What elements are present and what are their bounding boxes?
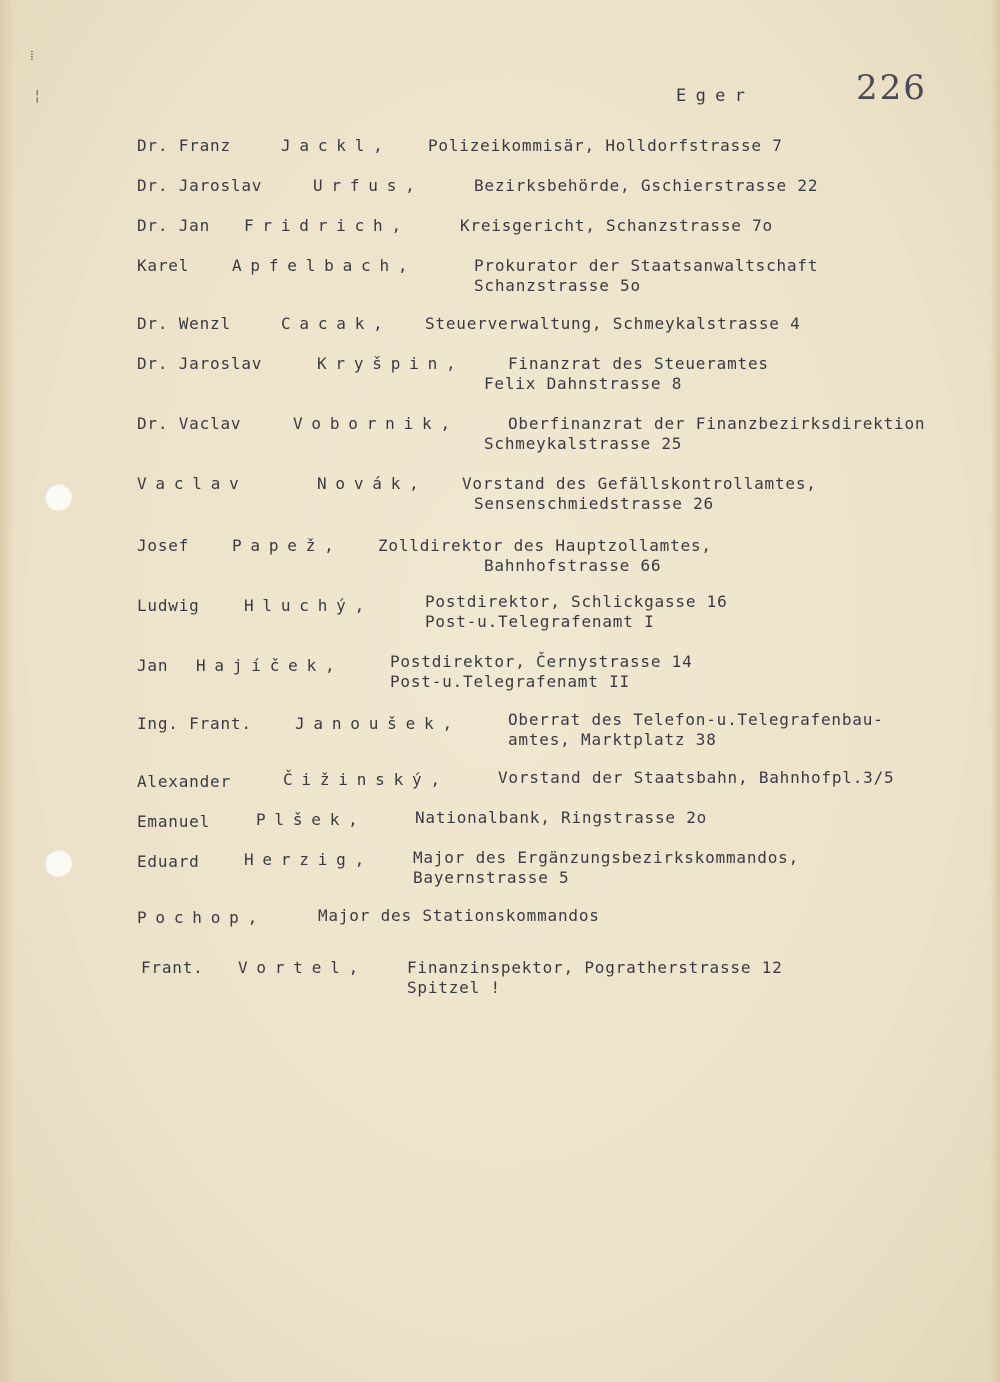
entry-surname: Apfelbach, <box>232 256 417 275</box>
entry-first-name: Josef <box>137 536 190 555</box>
entry-surname: Urfus, <box>313 176 424 195</box>
entry-surname: Pochop, <box>137 908 267 927</box>
entry-info-continued: Spitzel ! <box>407 978 501 997</box>
entry-info: Bezirksbehörde, Gschierstrasse 22 <box>474 176 819 195</box>
entry-first-name: Dr. Jan <box>137 216 211 235</box>
entry-first-name: Dr. Vaclav <box>137 414 242 433</box>
entry-info-continued: Post-u.Telegrafenamt I <box>425 612 655 631</box>
entry-info-continued: Felix Dahnstrasse 8 <box>484 374 683 393</box>
entry-surname: Vortel, <box>238 958 368 977</box>
entry-surname: Hajíček, <box>196 656 344 675</box>
entry-info: Major des Stationskommandos <box>318 906 600 925</box>
entry-surname: Fridrich, <box>244 216 410 235</box>
staple-mark: ¦ <box>33 88 42 104</box>
entry-info: Steuerverwaltung, Schmeykalstrasse 4 <box>425 314 801 333</box>
punch-hole-lower <box>44 849 72 877</box>
entry-info: Kreisgericht, Schanzstrasse 7o <box>460 216 773 235</box>
staple-mark: ⁞ <box>30 48 34 64</box>
entry-info-continued: Sensenschmiedstrasse 26 <box>474 494 714 513</box>
entry-info: Vorstand der Staatsbahn, Bahnhofpl.3/5 <box>498 768 895 787</box>
entry-surname: Kryšpin, <box>317 354 465 373</box>
entry-info: Postdirektor, Černystrasse 14 <box>390 652 693 671</box>
entry-info: Prokurator der Staatsanwaltschaft <box>474 256 819 275</box>
entry-first-name: Vaclav <box>137 474 248 493</box>
entry-info: Finanzrat des Steueramtes <box>508 354 769 373</box>
entry-info: Vorstand des Gefällskontrollamtes, <box>462 474 817 493</box>
entry-first-name: Frant. <box>141 958 204 977</box>
entry-info-continued: Bayernstrasse 5 <box>413 868 570 887</box>
entry-first-name: Alexander <box>137 772 231 791</box>
entry-first-name: Jan <box>137 656 169 675</box>
entry-info: Major des Ergänzungsbezirkskommandos, <box>413 848 800 867</box>
entry-first-name: Dr. Wenzl <box>137 314 231 333</box>
entry-first-name: Dr. Jaroslav <box>137 176 263 195</box>
entry-info: Polizeikommisär, Holldorfstrasse 7 <box>428 136 783 155</box>
entry-info-continued: Schanzstrasse 5o <box>474 276 641 295</box>
entry-surname: Čižinský, <box>283 770 449 789</box>
entry-surname: Cacak, <box>281 314 392 333</box>
entry-info-continued: amtes, Marktplatz 38 <box>508 730 717 749</box>
entry-surname: Plšek, <box>256 810 367 829</box>
entry-first-name: Dr. Franz <box>137 136 231 155</box>
page-number: 226 <box>856 68 927 108</box>
header-city: Eger <box>676 86 755 106</box>
entry-first-name: Emanuel <box>137 812 211 831</box>
entry-info-continued: Schmeykalstrasse 25 <box>484 434 683 453</box>
entry-info: Nationalbank, Ringstrasse 2o <box>415 808 708 827</box>
entry-first-name: Karel <box>137 256 190 275</box>
entry-surname: Hluchý, <box>244 596 374 615</box>
entry-surname: Jackl, <box>281 136 392 155</box>
entry-info: Oberfinanzrat der Finanzbezirksdirektion <box>508 414 926 433</box>
entry-info: Zolldirektor des Hauptzollamtes, <box>378 536 712 555</box>
page-edge-right <box>990 0 1000 1382</box>
entry-first-name: Dr. Jaroslav <box>137 354 263 373</box>
entry-info-continued: Bahnhofstrasse 66 <box>484 556 662 575</box>
page-edge-left <box>0 0 14 1382</box>
entry-first-name: Ludwig <box>137 596 200 615</box>
entry-info: Postdirektor, Schlickgasse 16 <box>425 592 728 611</box>
entry-first-name: Eduard <box>137 852 200 871</box>
entry-surname: Herzig, <box>244 850 374 869</box>
entry-info: Finanzinspektor, Pogratherstrasse 12 <box>407 958 783 977</box>
punch-hole-upper <box>44 483 72 511</box>
entry-surname: Papež, <box>232 536 343 555</box>
entry-info-continued: Post-u.Telegrafenamt II <box>390 672 630 691</box>
entry-info: Oberrat des Telefon-u.Telegrafenbau- <box>508 710 884 729</box>
entry-first-name: Ing. Frant. <box>137 714 252 733</box>
entry-surname: Vobornik, <box>293 414 459 433</box>
entry-surname: Janoušek, <box>295 714 461 733</box>
entry-surname: Novák, <box>317 474 428 493</box>
